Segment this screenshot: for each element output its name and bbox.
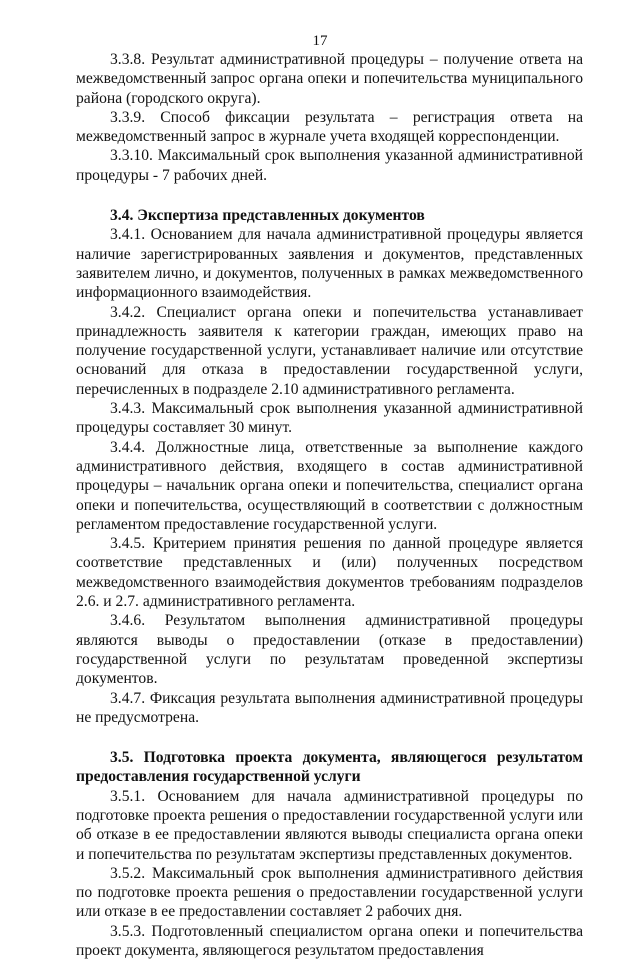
paragraph-3-3-9: 3.3.9. Способ фиксации результата – регистрация ответа на межведомственный запрос в журнале учета входящей корреспонденции. <box>76 108 583 146</box>
paragraph-3-4-3: 3.4.3. Максимальный срок выполнения указанной административной процедуры составляет 30 минут. <box>76 400 583 437</box>
paragraph-3-5-2: 3.5.2. Максимальный срок выполнения административного действия по подготовке проекта решения о предоставлении государственной услуги или отказе в ее предоставлении составляет 2 рабочих дня. <box>76 864 583 921</box>
section-heading-3-5: 3.5. Подготовка проекта документа, являющегося результатом предоставления государственной услуги <box>76 749 583 786</box>
page-number: 17 <box>312 33 328 49</box>
section-heading-3-4: 3.4. Экспертиза представленных документов <box>110 207 425 225</box>
paragraph-3-3-8: 3.3.8. Результат административной процедуры – получение ответа на межведомственный запрос органа опеки и попечительства муниципального района (городского округа). <box>76 51 583 107</box>
paragraph-3-4-6: 3.4.6. Результатом выполнения административной процедуры являются выводы о предоставлении (отказе в предоставлении) государственной услуги по результатам проведенной экспертизы документов. <box>76 612 583 688</box>
section-spacer <box>76 185 583 206</box>
paragraph-3-3-10: 3.3.10. Максимальный срок выполнения указанной административной процедуры - 7 рабочих дней. <box>76 147 583 184</box>
paragraph-3-4-1: 3.4.1. Основанием для начала административной процедуры является наличие зарегистрированных заявления и документов, представленных заявителем лично, и документов, полученных в рамках межведомственного информационного взаимодействия. <box>76 226 583 302</box>
paragraph-3-4-5: 3.4.5. Критерием принятия решения по данной процедуре является соответствие представленных и (или) полученных посредством межведомственного взаимодействия документов требованиям подразделов 2.6. и 2.7. административного регламента. <box>76 535 583 611</box>
paragraph-3-4-4: 3.4.4. Должностные лица, ответственные за выполнение каждого административного действия, входящего в состав административной процедуры – начальник органа опеки и попечительства, специалист органа опеки и попечительства, осуществляющий в соответствии с должностным регламентом предоставление государственной услуги. <box>76 438 583 533</box>
paragraph-3-5-1: 3.5.1. Основанием для начала административной процедуры по подготовке проекта решения о предоставлении государственной услуги или об отказе в ее предоставлении являются выводы специалиста органа опеки и попечительства по результатам экспертизы представленных документов. <box>76 787 583 863</box>
paragraph-3-4-7: 3.4.7. Фиксация результата выполнения административной процедуры не предусмотрена. <box>76 689 583 726</box>
paragraph-3-4-2: 3.4.2. Специалист органа опеки и попечительства устанавливает принадлежность заявителя к категории граждан, имеющих право на получение государственной услуги, устанавливает наличие или отсутствие оснований для отказа в предоставлении государственной услуги, перечисленных в подразделе 2.10 административного регламента. <box>76 303 583 398</box>
section-spacer <box>76 727 583 748</box>
paragraph-3-5-3: 3.5.3. Подготовленный специалистом органа опеки и попечительства проект документа, являющегося результатом предоставления <box>76 922 583 960</box>
document-body <box>76 50 583 960</box>
